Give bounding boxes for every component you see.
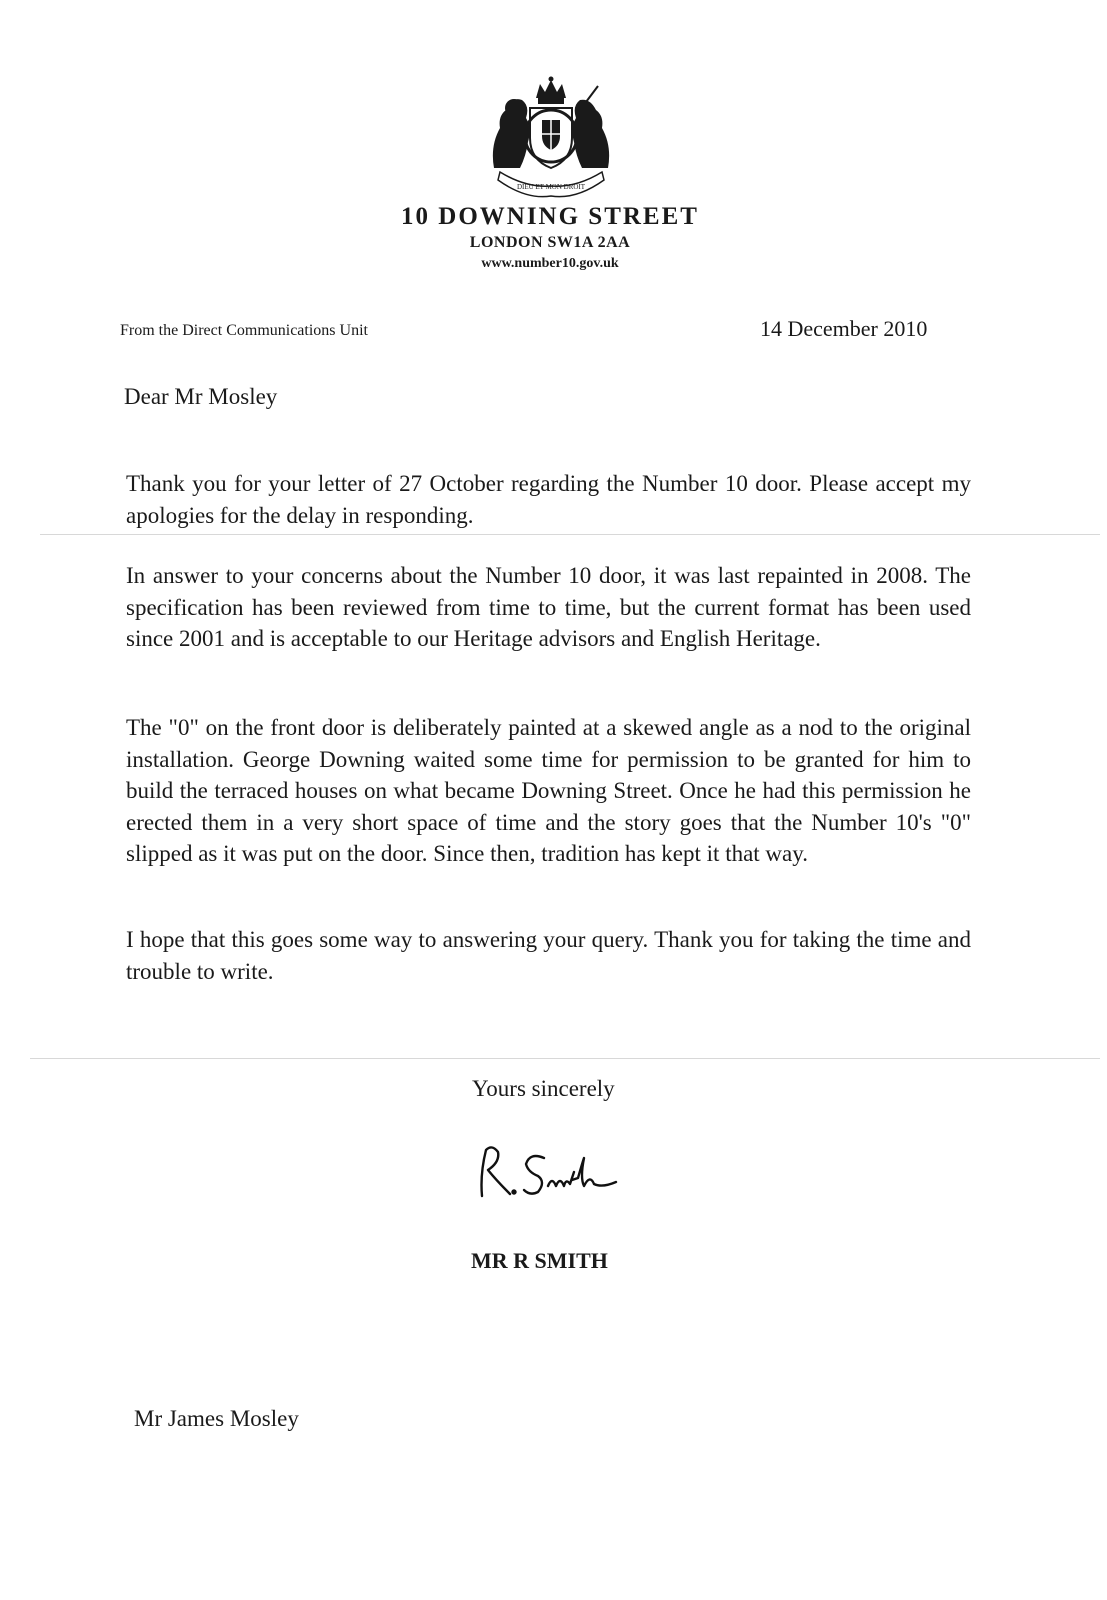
royal-coat-of-arms-icon — [486, 76, 616, 200]
body-paragraph-3: The "0" on the front door is deliberately painted at a skewed angle as a nod to the original installation. George Downing waited some time for permission to be granted for him to build the terraced houses on what became Downing Street. Once he had this permission he erected them in a very short space of time and the story goes that the Number 10's "0" slipped as it was put on the door. Since then, tradition has kept it that way. — [126, 715, 971, 866]
handwritten-signature — [466, 1138, 636, 1208]
scan-artifact-line — [30, 1058, 1100, 1059]
letter-date: 14 December 2010 — [760, 316, 928, 341]
letterhead-website: www.number10.gov.uk — [481, 256, 619, 271]
salutation: Dear Mr Mosley — [124, 384, 278, 409]
letterhead-title: 10 DOWNING STREET — [401, 203, 699, 230]
closing: Yours sincerely — [472, 1076, 615, 1101]
letterhead-address: LONDON SW1A 2AA — [469, 234, 631, 251]
scan-artifact-line — [40, 534, 1100, 535]
body-paragraph-4: I hope that this goes some way to answering your query. Thank you for taking the time and trouble to write. — [126, 927, 971, 984]
recipient-name: Mr James Mosley — [134, 1406, 299, 1431]
crest-motto-text: DIEU ET MON DROIT — [516, 183, 586, 191]
sender-unit: From the Direct Communications Unit — [120, 322, 368, 339]
signatory-name: MR R SMITH — [471, 1248, 608, 1273]
body-paragraph-1: Thank you for your letter of 27 October regarding the Number 10 door. Please accept my apologies for the delay in responding. — [126, 471, 971, 528]
letterhead — [340, 202, 760, 274]
body-paragraph-2: In answer to your concerns about the Number 10 door, it was last repainted in 2008. The specification has been reviewed from time to time, but the current format has been used since 2001 and is acceptable to our Heritage advisors and English Heritage. — [126, 563, 971, 651]
